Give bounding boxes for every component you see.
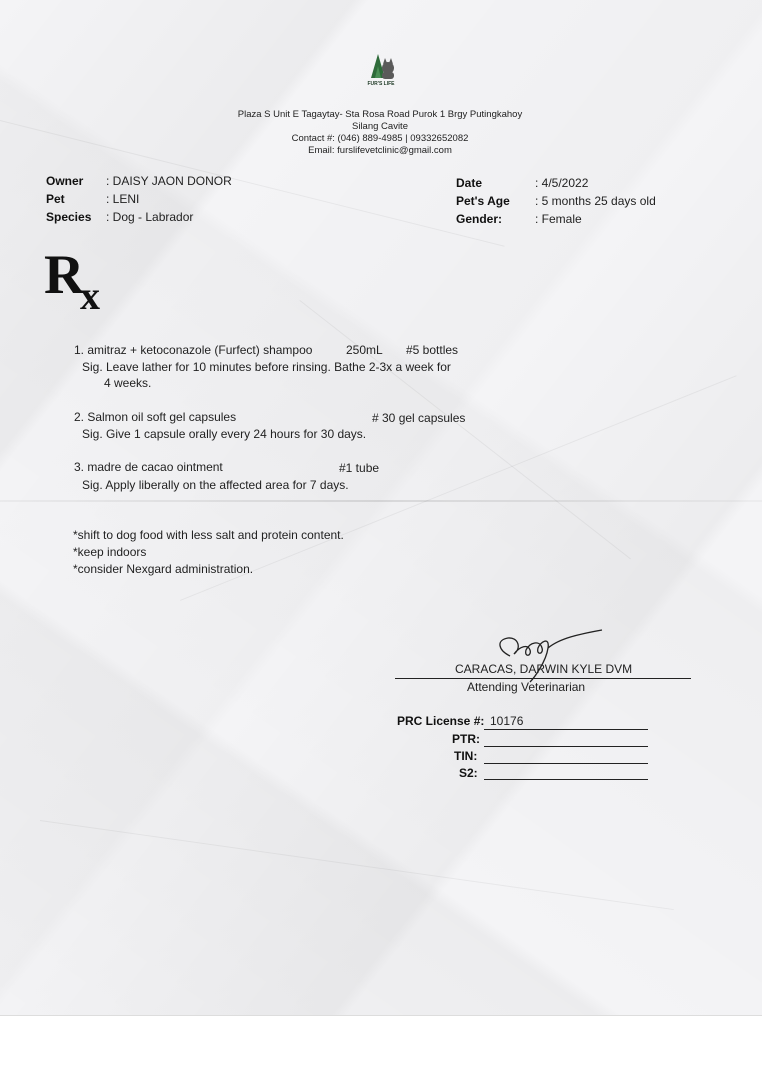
signature-icon	[490, 628, 620, 688]
clinic-city: Silang Cavite	[352, 121, 408, 132]
clinic-address: Plaza S Unit E Tagaytay- Sta Rosa Road Purok 1 Brgy Putingkahoy	[237, 109, 523, 120]
age-value: : 5 months 25 days old	[535, 194, 656, 208]
rx1-item: 1. amitraz + ketoconazole (Furfect) shampoo	[74, 343, 313, 357]
note-item: *keep indoors	[73, 545, 147, 559]
vet-title: Attending Veterinarian	[467, 680, 586, 694]
signature-line	[395, 678, 691, 679]
clinic-logo-text: FUR'S LIFE	[367, 81, 395, 87]
species-label: Species	[46, 210, 92, 224]
s2-label: S2:	[459, 766, 478, 780]
rx3-qty: #1 tube	[339, 461, 380, 475]
clinic-logo-icon	[363, 48, 399, 82]
pet-label: Pet	[46, 192, 65, 206]
rx1-size: 250mL	[346, 343, 383, 357]
paper-crease	[40, 820, 674, 910]
gender-value: : Female	[535, 212, 582, 226]
date-label: Date	[456, 176, 483, 190]
vet-name: CARACAS, DARWIN KYLE DVM	[455, 662, 633, 676]
prc-value: 10176	[490, 714, 524, 728]
paper-fold	[0, 500, 762, 502]
note-item: *shift to dog food with less salt and protein content.	[73, 528, 344, 542]
rx1-qty: #5 bottles	[406, 343, 459, 357]
scan-background	[0, 1015, 762, 1080]
date-value: : 4/5/2022	[535, 176, 589, 190]
owner-label: Owner	[46, 174, 84, 188]
ptr-line	[484, 746, 648, 747]
tin-line	[484, 763, 648, 764]
clinic-email: Email: furslifevetclinic@gmail.com	[308, 145, 452, 156]
tin-label: TIN:	[454, 749, 478, 763]
ptr-label: PTR:	[452, 732, 480, 746]
gender-label: Gender:	[456, 212, 503, 226]
prc-line	[484, 729, 648, 730]
age-label: Pet's Age	[456, 194, 510, 208]
s2-line	[484, 779, 648, 780]
owner-value: : DAISY JAON DONOR	[106, 174, 232, 188]
species-value: : Dog - Labrador	[106, 210, 194, 224]
rx1-sig: Sig. Leave lather for 10 minutes before rinsing. Bathe 2-3x a week for	[82, 360, 451, 374]
rx3-item: 3. madre de cacao ointment	[74, 460, 223, 474]
rx-symbol: R	[44, 244, 85, 306]
clinic-contact: Contact #: (046) 889-4985 | 09332652082	[291, 133, 469, 144]
rx-symbol-sub: x	[80, 273, 100, 318]
rx1-sig-cont: 4 weeks.	[104, 376, 152, 390]
prc-label: PRC License #:	[397, 714, 485, 728]
rx2-sig: Sig. Give 1 capsule orally every 24 hours for 30 days.	[82, 427, 367, 441]
pet-value: : LENI	[106, 192, 140, 206]
rx2-qty: # 30 gel capsules	[372, 411, 466, 425]
rx2-item: 2. Salmon oil soft gel capsules	[74, 410, 237, 424]
rx3-sig: Sig. Apply liberally on the affected area for 7 days.	[82, 478, 349, 492]
note-item: *consider Nexgard administration.	[73, 562, 254, 576]
